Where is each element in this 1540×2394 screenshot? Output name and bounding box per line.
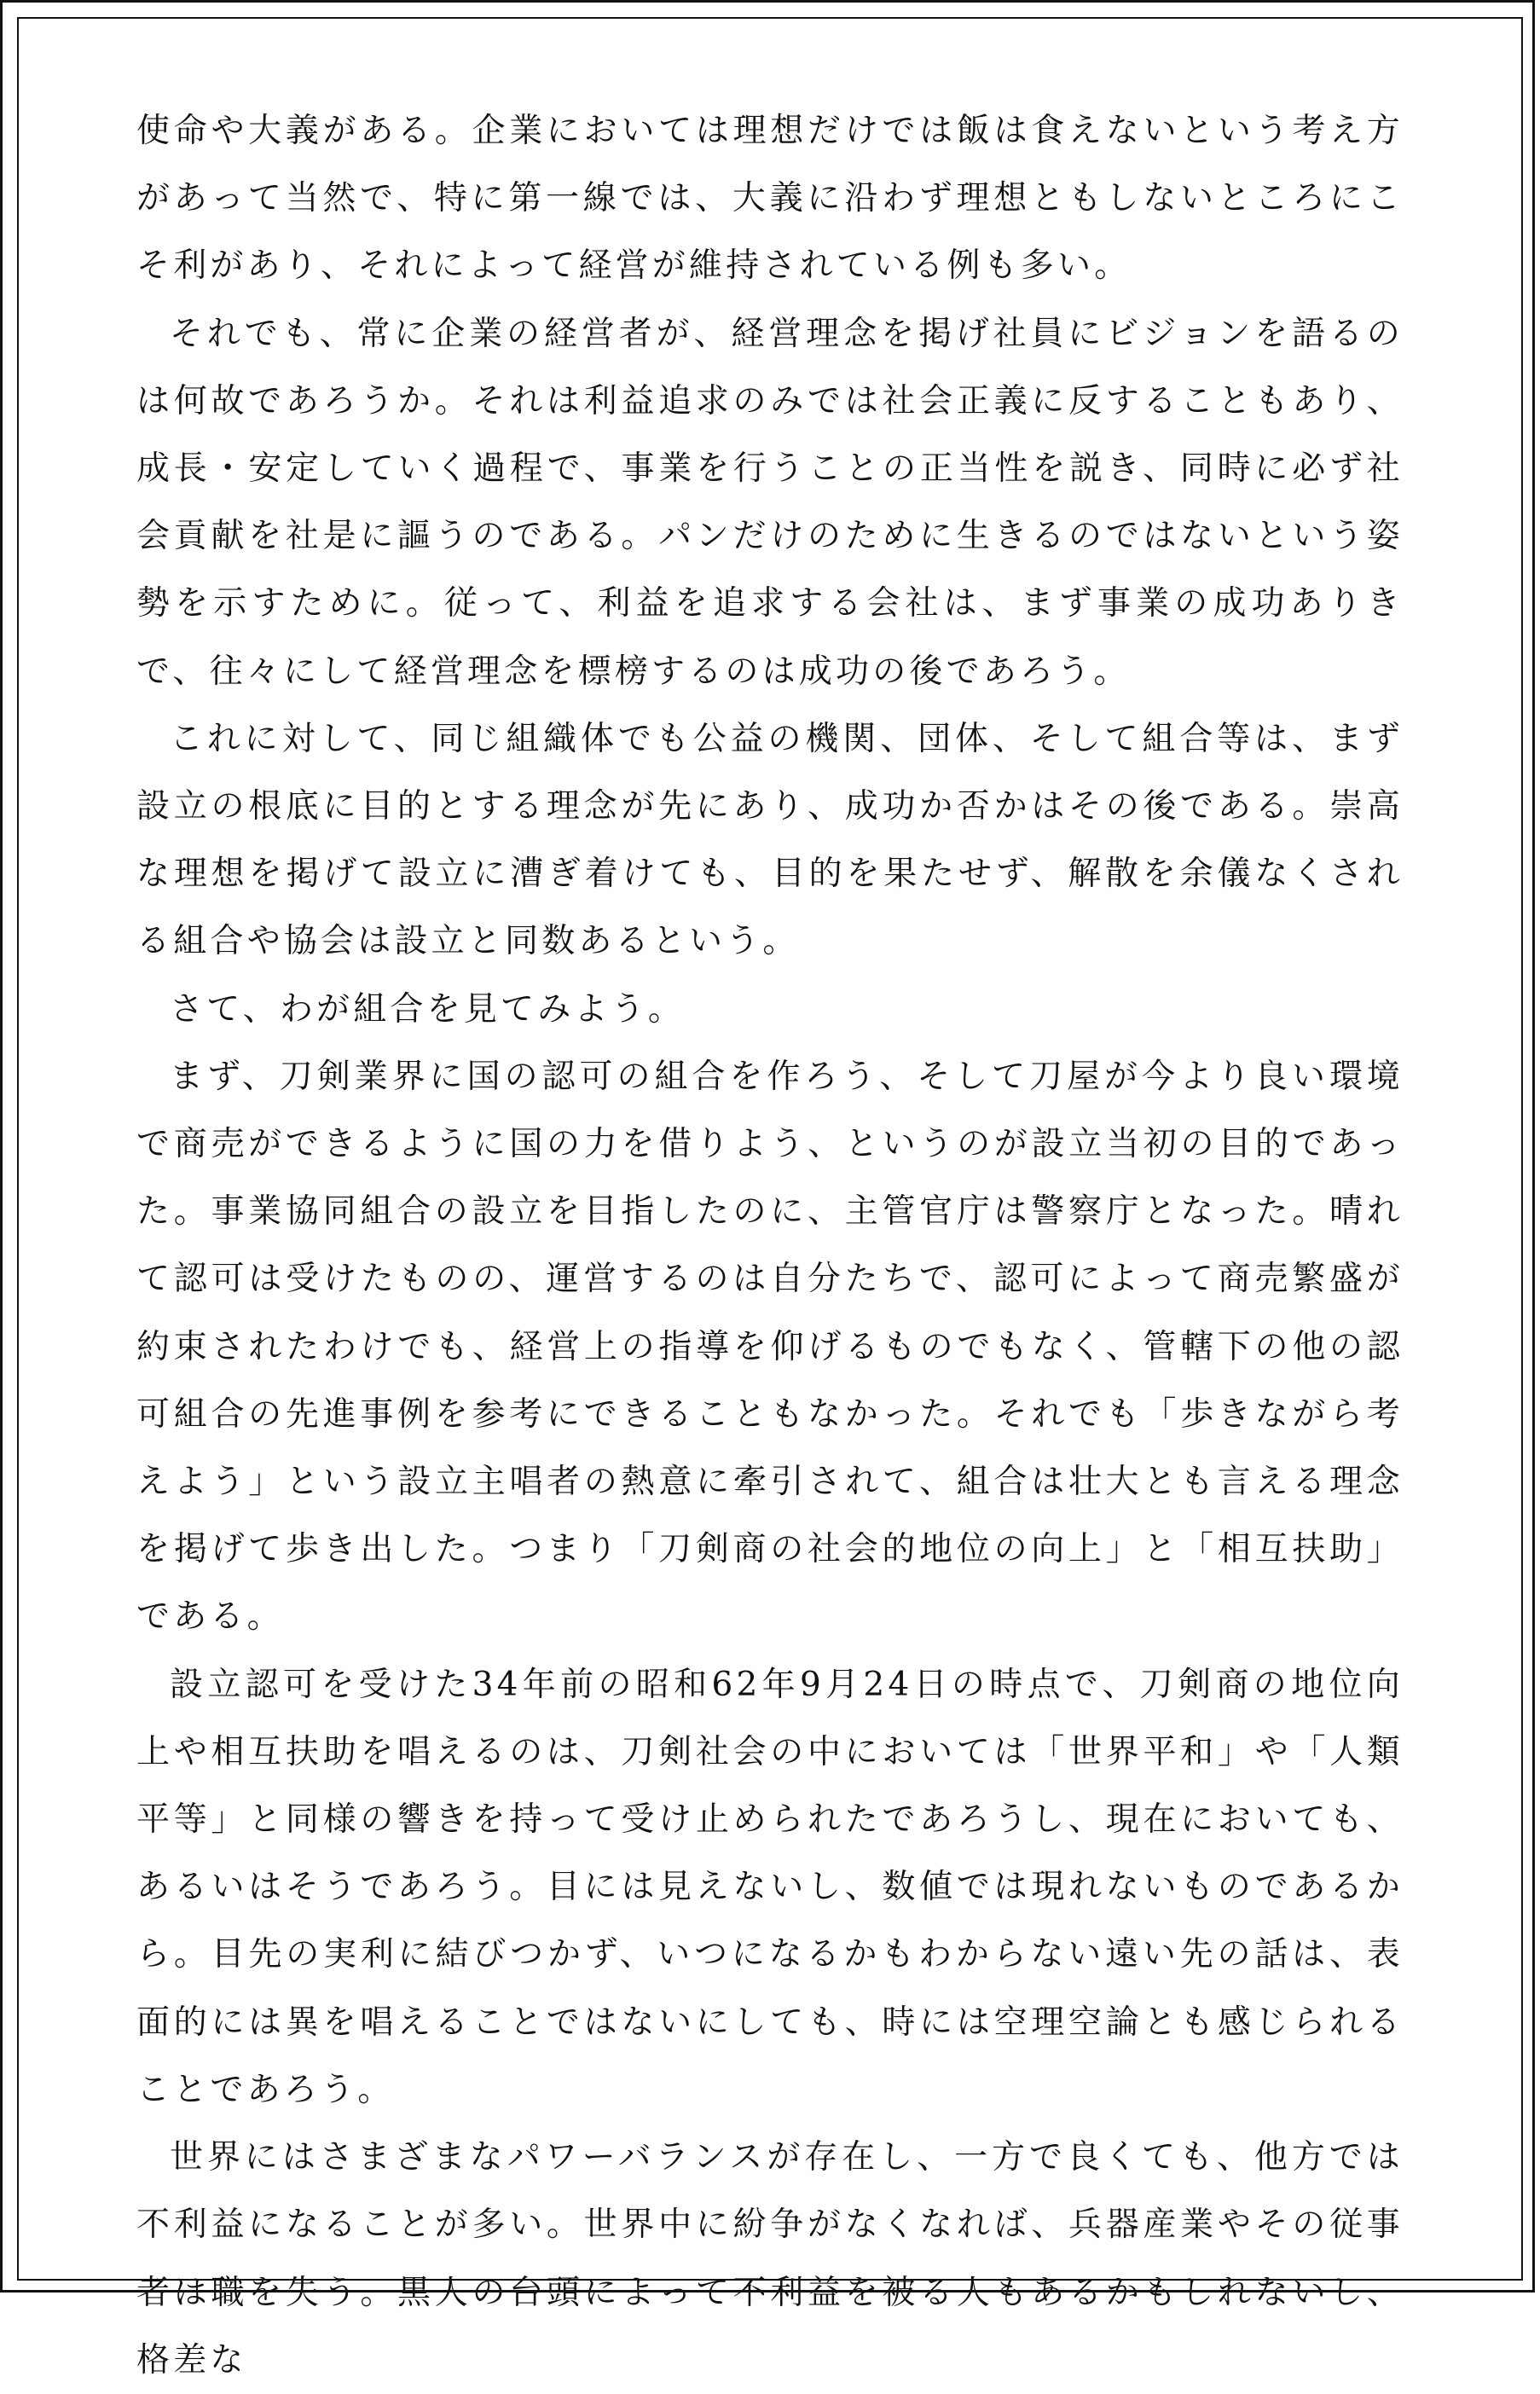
paragraph-3: これに対して、同じ組織体でも公益の機関、団体、そして組合等は、まず設立の根底に目的とする理念が先にあり、成功か否かはその後である。崇高な理想を掲げて設立に漕ぎ着けても、目的を果たせず、解散を余儀なくされる組合や協会は設立と同数あるという。 — [136, 719, 1404, 961]
article-body — [136, 97, 1404, 2394]
paragraph-1: 使命や大義がある。企業においては理想だけでは飯は食えないという考え方があって当然で、特に第一線では、大義に沿わず理想ともしないところにこそ利があり、それによって経営が維持されている例も多い。 — [136, 112, 1404, 286]
paragraph-7: 世界にはさまざまなパワーバランスが存在し、一方で良くても、他方では不利益になることが多い。世界中に紛争がなくなれば、兵器産業やその従事者は職を失う。黒人の台頭によって不利益を被る人もあるかもしれないし、格差な — [136, 2138, 1404, 2380]
paragraph-4: さて、わが組合を見てみよう。 — [170, 989, 686, 1029]
paragraph-5: まず、刀剣業界に国の認可の組合を作ろう、そして刀屋が今より良い環境で商売ができるように国の力を借りよう、というのが設立当初の目的であった。事業協同組合の設立を目指したのに、主管官庁は警察庁となった。晴れて認可は受けたものの、運営するのは自分たちで、認可によって商売繁盛が約束されたわけでも、経営上の指導を仰げるものでもなく、管轄下の他の認可組合の先進事例を参考にできることもなかった。それでも「歩きながら考えよう」という設立主唱者の熱意に牽引されて、組合は壮大とも言える理念を掲げて歩き出した。つまり「刀剣商の社会的地位の向上」と「相互扶助」である。 — [136, 1057, 1404, 1637]
paragraph-6: 設立認可を受けた34年前の昭和62年9月24日の時点で、刀剣商の地位向上や相互扶助を唱えるのは、刀剣社会の中においては「世界平和」や「人類平等」と同様の響きを持って受け止められたであろうし、現在においても、あるいはそうであろう。目には見えないし、数値では現れないものであるから。目先の実利に結びつかず、いつになるかもわからない遠い先の話は、表面的には異を唱えることではないにしても、時には空理空論とも感じられることであろう。 — [136, 1665, 1404, 2109]
paragraph-2: それでも、常に企業の経営者が、経営理念を掲げ社員にビジョンを語るのは何故であろうか。それは利益追求のみでは社会正義に反することもあり、成長・安定していく過程で、事業を行うことの正当性を説き、同時に必ず社会貢献を社是に謳うのである。パンだけのために生きるのではないという姿勢を示すために。従って、利益を追求する会社は、まず事業の成功ありきで、往々にして経営理念を標榜するのは成功の後であろう。 — [136, 314, 1404, 691]
